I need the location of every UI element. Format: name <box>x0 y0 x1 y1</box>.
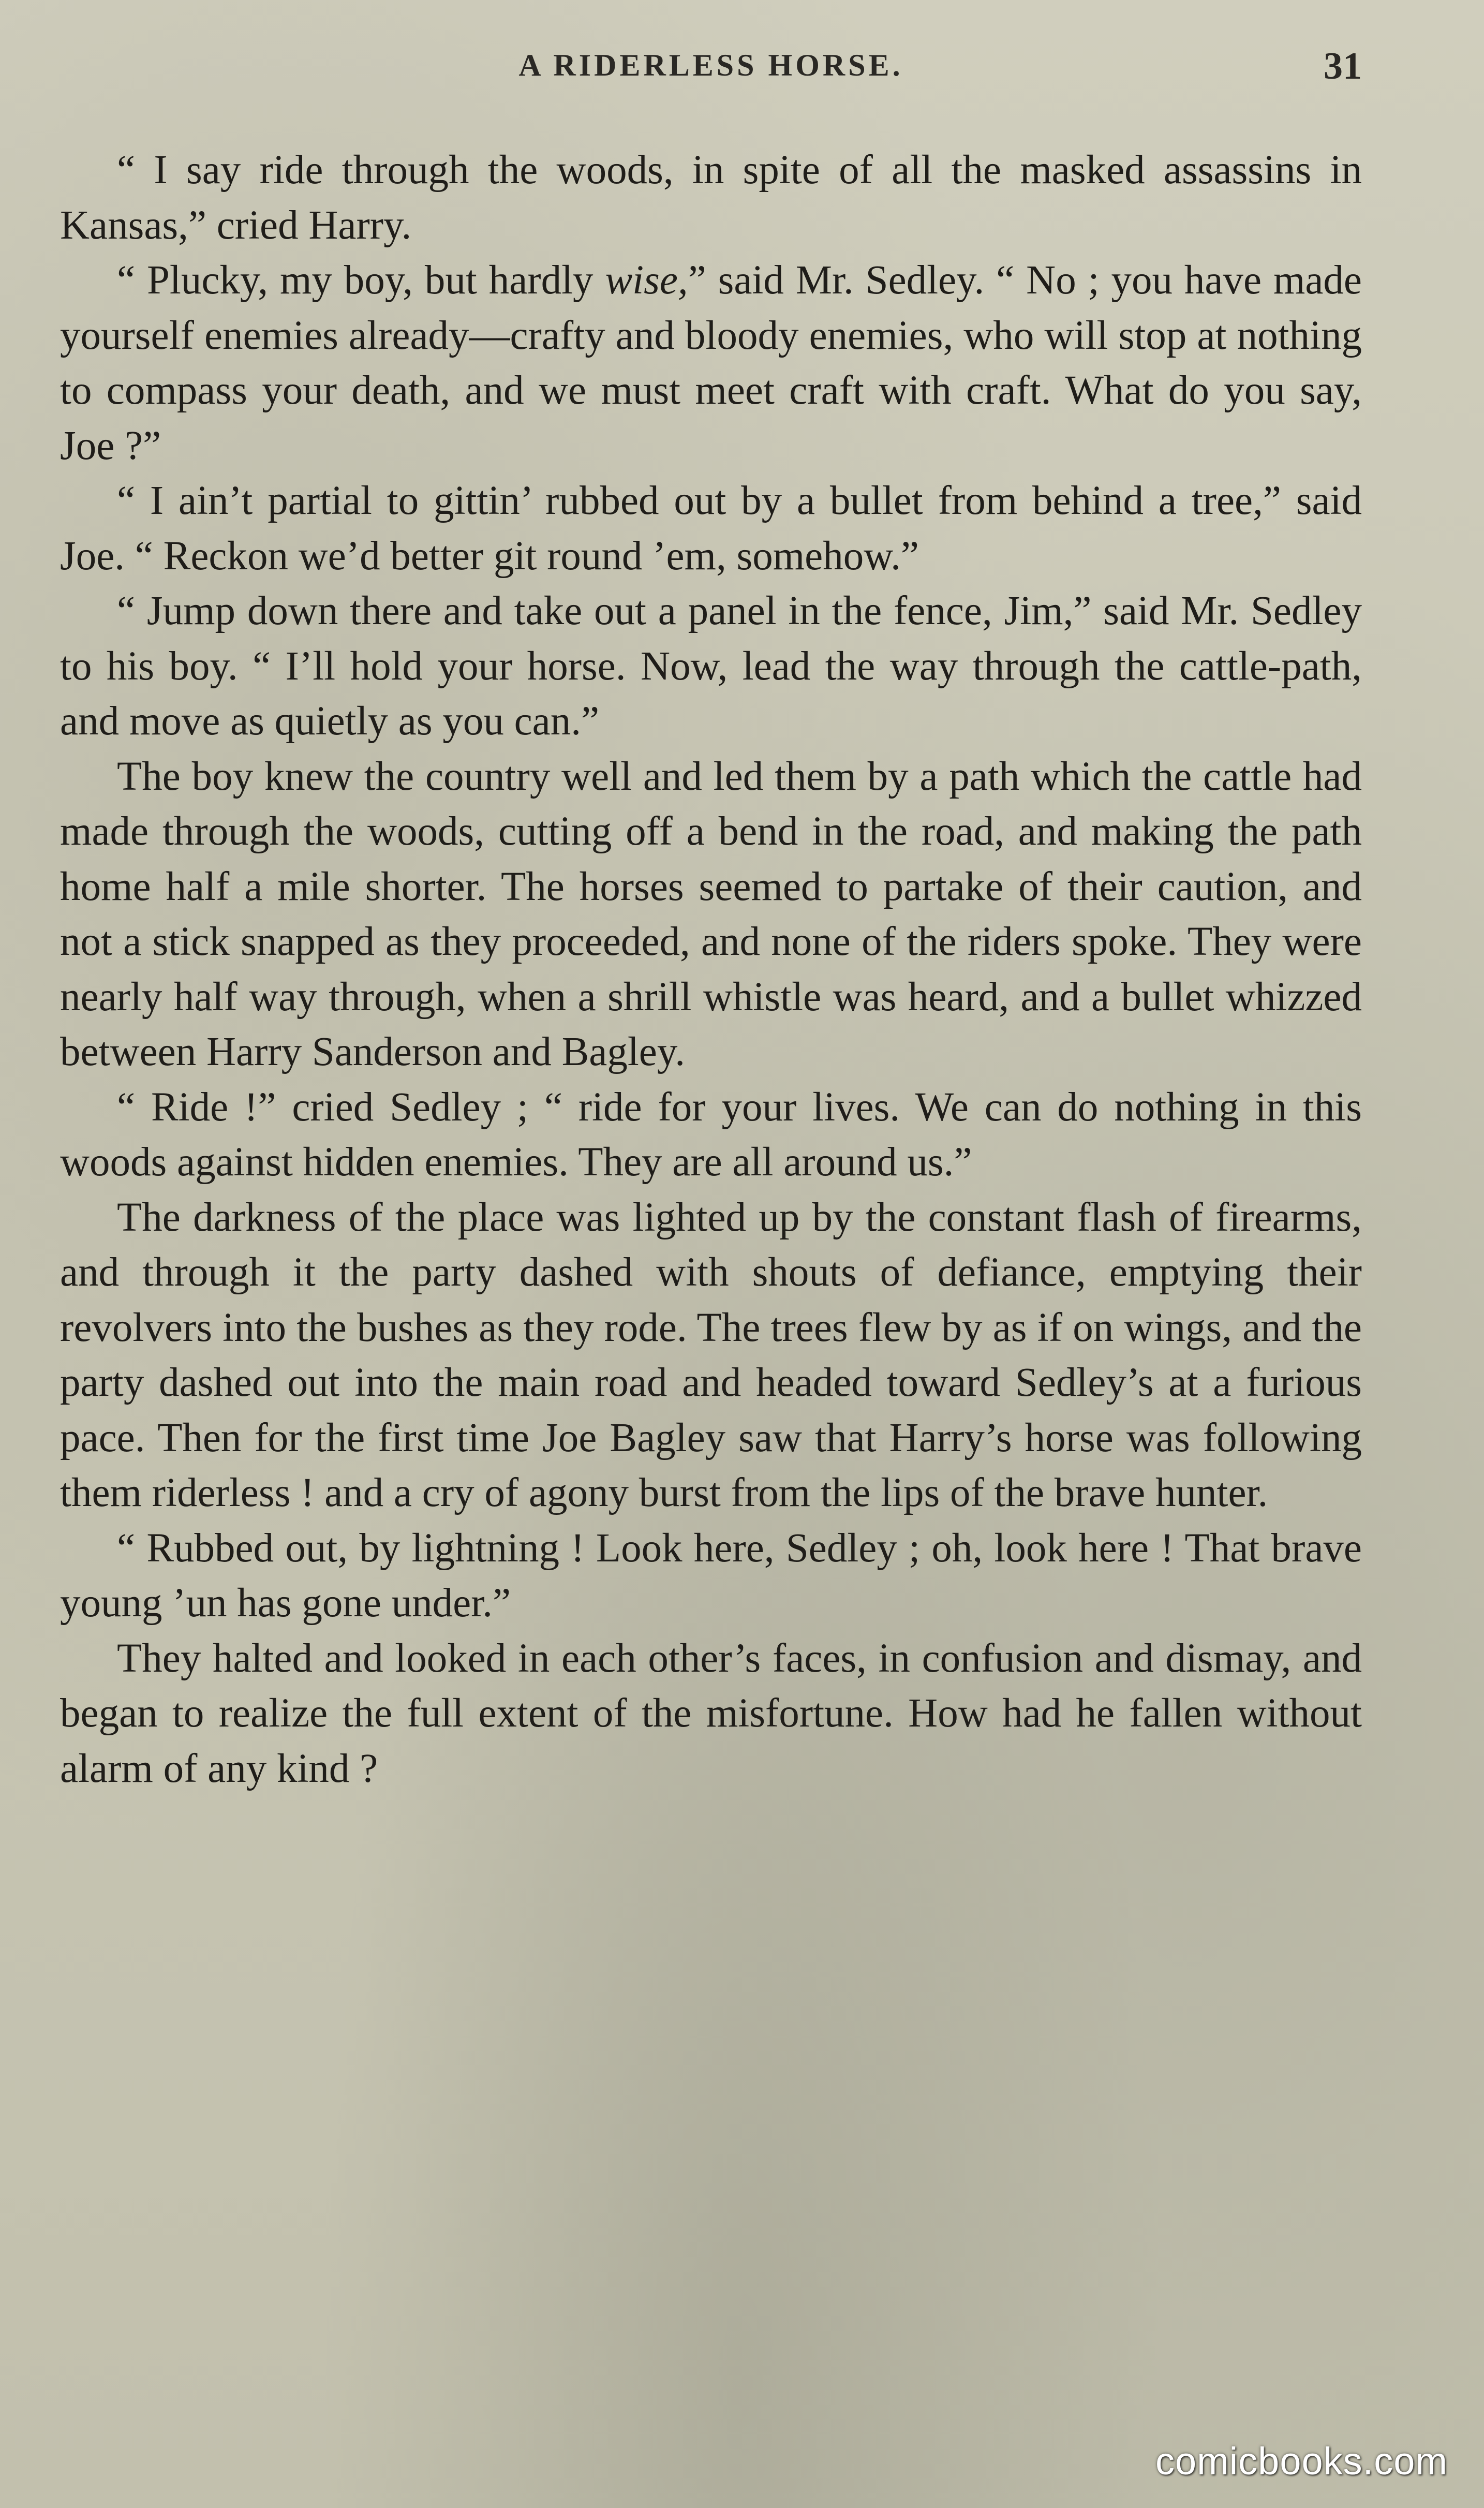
paragraph-text: ” said Mr. Sedley. “ No ; you have made yourself enemies already—crafty and bloody enemies, who will stop at nothing to compass your death, and we must meet craft with craft. What do you say, Joe ?” <box>60 258 1362 468</box>
paragraph <box>60 253 1362 474</box>
paragraph: The boy knew the country well and led them by a path which the cattle had made through the woods, cutting off a bend in the road, and making the path home half a mile shorter. The horses seemed to partake of their caution, and not a stick snapped as they proceeded, and none of the riders spoke. They were nearly half way through, when a shrill whistle was heard, and a bullet whizzed between Harry Sanderson and Bagley. <box>60 754 1362 1074</box>
page-number: 31 <box>1324 45 1362 87</box>
watermark: comicbooks.com <box>1155 2440 1448 2483</box>
body-text <box>60 143 1362 1796</box>
paragraph: The darkness of the place was lighted up by the constant flash of firearms, and through it the party dashed with shouts of defiance, emptying their revolvers into the bushes as they rode. The trees flew by as if on wings, and the party dashed out into the main road and headed toward Sedley’s at a furious pace. Then for the first time Joe Bagley saw that Harry’s horse was following them riderless ! and a cry of agony burst from the lips of the brave hunter. <box>60 1194 1362 1515</box>
emphasis-text: wise, <box>605 258 688 303</box>
running-head: A RIDERLESS HORSE. <box>518 48 903 82</box>
paragraph: “ Jump down there and take out a panel in the fence, Jim,” said Mr. Sedley to his boy. “ I’ll hold your horse. Now, lead the way through the cattle-path, and move as quietly as you can.” <box>60 588 1362 744</box>
paragraph: “ I say ride through the woods, in spite of all the masked assassins in Kansas,” cried Harry. <box>60 147 1362 248</box>
paragraph: “ Ride !” cried Sedley ; “ ride for your lives. We can do nothing in this woods against hidden enemies. They are all around us.” <box>60 1084 1362 1185</box>
page-header <box>60 45 1362 94</box>
paragraph: “ Rubbed out, by lightning ! Look here, Sedley ; oh, look here ! That brave young ’un has gone under.” <box>60 1525 1362 1626</box>
paragraph: They halted and looked in each other’s faces, in confusion and dismay, and began to realize the full extent of the misfortune. How had he fallen without alarm of any kind ? <box>60 1635 1362 1791</box>
paragraph: “ I ain’t partial to gittin’ rubbed out by a bullet from behind a tree,” said Joe. “ Reckon we’d better git round ’em, somehow.” <box>60 478 1362 579</box>
paragraph-text: “ Plucky, my boy, but hardly <box>117 258 605 303</box>
